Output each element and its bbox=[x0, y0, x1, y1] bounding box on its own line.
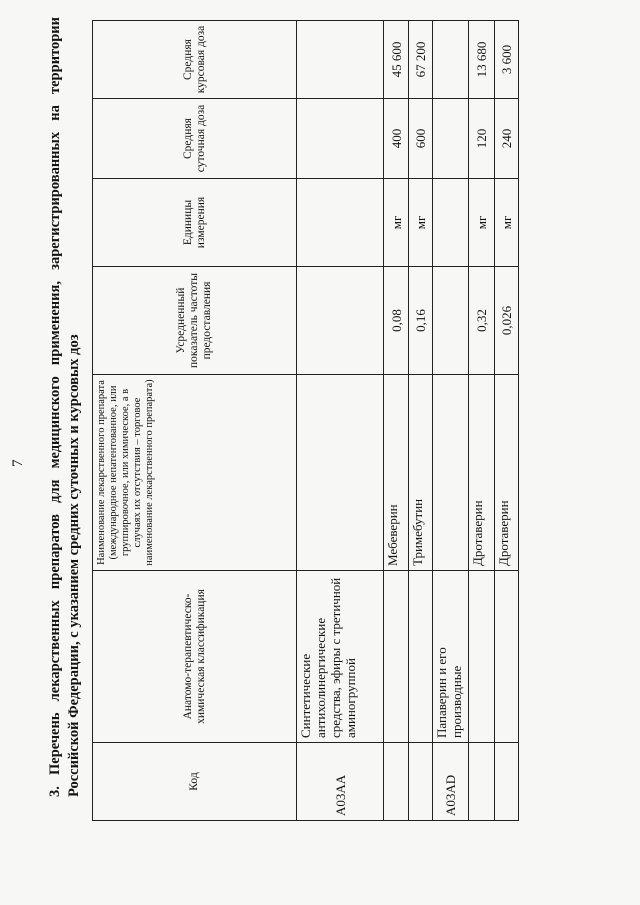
cell-units: мг bbox=[384, 179, 409, 267]
table-row bbox=[409, 21, 433, 821]
cell-daily-dose: 240 bbox=[495, 99, 519, 179]
cell-course-dose: 67 200 bbox=[409, 21, 433, 99]
cell-daily-dose: 120 bbox=[469, 99, 495, 179]
cell-course-dose: 3 600 bbox=[495, 21, 519, 99]
cell-frequency: 0,32 bbox=[469, 267, 495, 375]
cell-daily-dose: 600 bbox=[409, 99, 433, 179]
cell-drug-name bbox=[433, 375, 469, 571]
cell-drug-name bbox=[297, 375, 384, 571]
section-heading: 3. Перечень лекарственных препаратов для медицинского применения, зарегистрированных на территории Российской Федерации, с указанием средних суточных и курсовых доз bbox=[47, 17, 82, 797]
cell-course-dose bbox=[297, 21, 384, 99]
cell-drug-name: Мебеверин bbox=[384, 375, 409, 571]
header-course-dose: Средняя курсовая доза bbox=[93, 21, 297, 99]
cell-daily-dose bbox=[433, 99, 469, 179]
cell-course-dose bbox=[433, 21, 469, 99]
cell-code: A03AD bbox=[433, 743, 469, 821]
table-row bbox=[297, 21, 384, 821]
table-row bbox=[384, 21, 409, 821]
header-daily-dose: Средняя суточная доза bbox=[93, 99, 297, 179]
cell-drug-name: Тримебутин bbox=[409, 375, 433, 571]
table-header-row bbox=[93, 21, 297, 821]
cell-frequency: 0,16 bbox=[409, 267, 433, 375]
cell-drug-name: Дротаверин bbox=[469, 375, 495, 571]
header-drug-name: Наименование лекарственного препарата (международное непатентованное, или группировочное, или химическое, а в случаях их отсутствия – торговое наименование лекарственного препарата) bbox=[93, 375, 297, 571]
drug-dose-table bbox=[92, 20, 519, 821]
cell-frequency: 0,026 bbox=[495, 267, 519, 375]
cell-code bbox=[384, 743, 409, 821]
cell-units bbox=[433, 179, 469, 267]
cell-code bbox=[495, 743, 519, 821]
cell-atc-classification bbox=[469, 571, 495, 743]
cell-course-dose: 13 680 bbox=[469, 21, 495, 99]
cell-frequency: 0,08 bbox=[384, 267, 409, 375]
cell-frequency bbox=[297, 267, 384, 375]
cell-atc-classification bbox=[409, 571, 433, 743]
cell-units: мг bbox=[409, 179, 433, 267]
cell-units: мг bbox=[469, 179, 495, 267]
cell-atc-classification bbox=[495, 571, 519, 743]
cell-code bbox=[409, 743, 433, 821]
drug-table-wrapper bbox=[92, 21, 519, 821]
header-atc-classification: Анатомо-терапевтическо-химическая классификация bbox=[93, 571, 297, 743]
cell-code bbox=[469, 743, 495, 821]
cell-daily-dose bbox=[297, 99, 384, 179]
cell-code: A03AA bbox=[297, 743, 384, 821]
cell-units bbox=[297, 179, 384, 267]
header-code: Код bbox=[93, 743, 297, 821]
cell-units: мг bbox=[495, 179, 519, 267]
cell-atc-classification: Папаверин и его производные bbox=[433, 571, 469, 743]
cell-drug-name: Дротаверин bbox=[495, 375, 519, 571]
cell-atc-classification bbox=[384, 571, 409, 743]
cell-course-dose: 45 600 bbox=[384, 21, 409, 99]
page-number: 7 bbox=[10, 459, 26, 467]
table-row bbox=[469, 21, 495, 821]
header-frequency: Усредненный показатель частоты предоставления bbox=[93, 267, 297, 375]
header-units: Единицы измерения bbox=[93, 179, 297, 267]
cell-daily-dose: 400 bbox=[384, 99, 409, 179]
cell-atc-classification: Синтетические антихолинергические средства, эфиры с третичной аминогруппой bbox=[297, 571, 384, 743]
table-row bbox=[433, 21, 469, 821]
cell-frequency bbox=[433, 267, 469, 375]
table-row bbox=[495, 21, 519, 821]
